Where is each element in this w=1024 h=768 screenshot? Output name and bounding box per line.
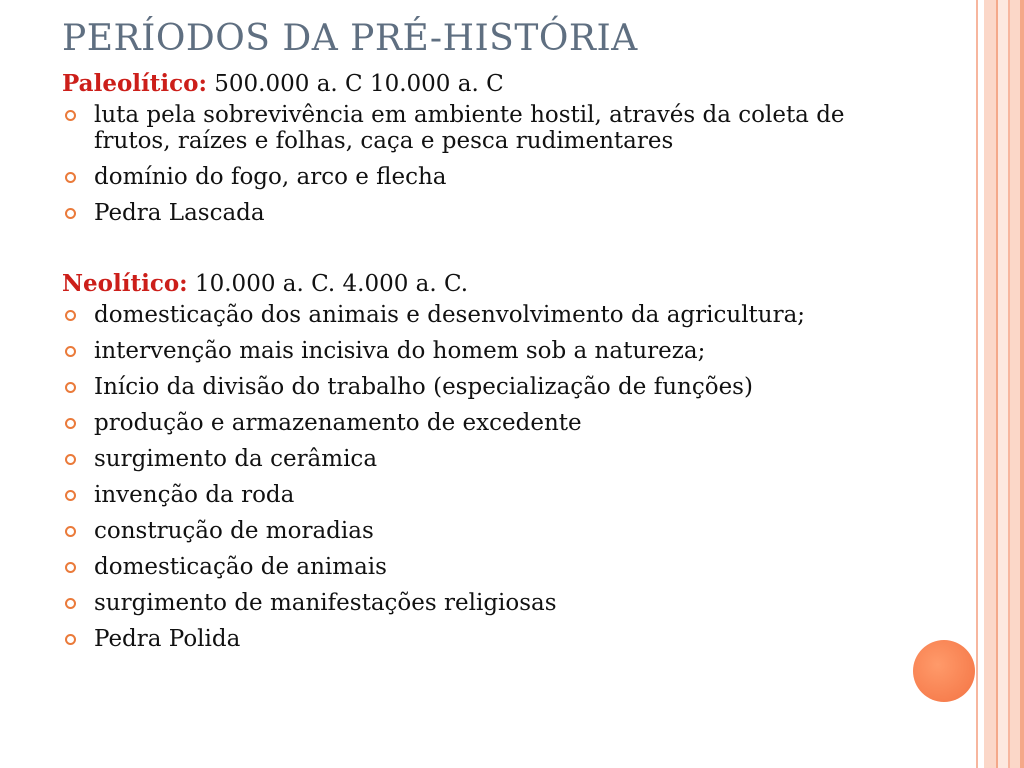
list-item-text: surgimento da cerâmica xyxy=(94,446,378,472)
ring-bullet-icon xyxy=(65,634,76,645)
decorative-stripe xyxy=(1010,0,1020,768)
bullet-list-paleolitico xyxy=(62,102,902,226)
list-item xyxy=(62,626,902,652)
ring-bullet-icon xyxy=(65,382,76,393)
list-item xyxy=(62,410,902,436)
list-item xyxy=(62,200,902,226)
list-item-text: Pedra Lascada xyxy=(94,200,265,226)
ring-bullet-icon xyxy=(65,490,76,501)
list-item-text: surgimento de manifestações religiosas xyxy=(94,590,557,616)
period-heading-neolitico xyxy=(62,270,902,298)
list-item-text: produção e armazenamento de excedente xyxy=(94,410,582,436)
list-item xyxy=(62,374,902,400)
ring-bullet-icon xyxy=(65,526,76,537)
ring-bullet-icon xyxy=(65,110,76,121)
list-item xyxy=(62,554,902,580)
period-dates: 500.000 a. C 10.000 a. C xyxy=(206,71,504,97)
decorative-stripe xyxy=(1020,0,1024,768)
list-item-text: domesticação dos animais e desenvolvimento da agricultura; xyxy=(94,302,806,328)
list-item xyxy=(62,590,902,616)
decorative-circle-icon xyxy=(913,640,975,702)
ring-bullet-icon xyxy=(65,172,76,183)
list-item-text: domesticação de animais xyxy=(94,554,387,580)
list-item xyxy=(62,446,902,472)
list-item xyxy=(62,518,902,544)
bullet-list-neolitico xyxy=(62,302,902,652)
list-item-text: intervenção mais incisiva do homem sob a natureza; xyxy=(94,338,706,364)
ring-bullet-icon xyxy=(65,598,76,609)
period-heading-paleolitico xyxy=(62,70,902,98)
ring-bullet-icon xyxy=(65,418,76,429)
ring-bullet-icon xyxy=(65,562,76,573)
list-item-text: invenção da roda xyxy=(94,482,295,508)
list-item xyxy=(62,482,902,508)
list-item-text: Início da divisão do trabalho (especialização de funções) xyxy=(94,374,753,400)
period-dates: 10.000 a. C. 4.000 a. C. xyxy=(187,271,469,297)
list-item xyxy=(62,302,902,328)
list-item xyxy=(62,164,902,190)
list-item-text: Pedra Polida xyxy=(94,626,241,652)
period-label: Neolítico: xyxy=(62,270,188,297)
ring-bullet-icon xyxy=(65,310,76,321)
decorative-stripe xyxy=(984,0,996,768)
ring-bullet-icon xyxy=(65,208,76,219)
slide-title: PERÍODOS DA PRÉ-HISTÓRIA xyxy=(62,18,638,59)
list-item-text: domínio do fogo, arco e flecha xyxy=(94,164,447,190)
list-item-text: luta pela sobrevivência em ambiente hostil, através da coleta de frutos, raízes e folhas, caça e pesca rudimentares xyxy=(94,102,845,154)
slide-content xyxy=(62,70,902,662)
decorative-stripe xyxy=(998,0,1008,768)
list-item-text: construção de moradias xyxy=(94,518,374,544)
list-item xyxy=(62,338,902,364)
period-label: Paleolítico: xyxy=(62,70,207,97)
ring-bullet-icon xyxy=(65,346,76,357)
decorative-stripe xyxy=(976,0,978,768)
ring-bullet-icon xyxy=(65,454,76,465)
list-item xyxy=(62,102,902,154)
